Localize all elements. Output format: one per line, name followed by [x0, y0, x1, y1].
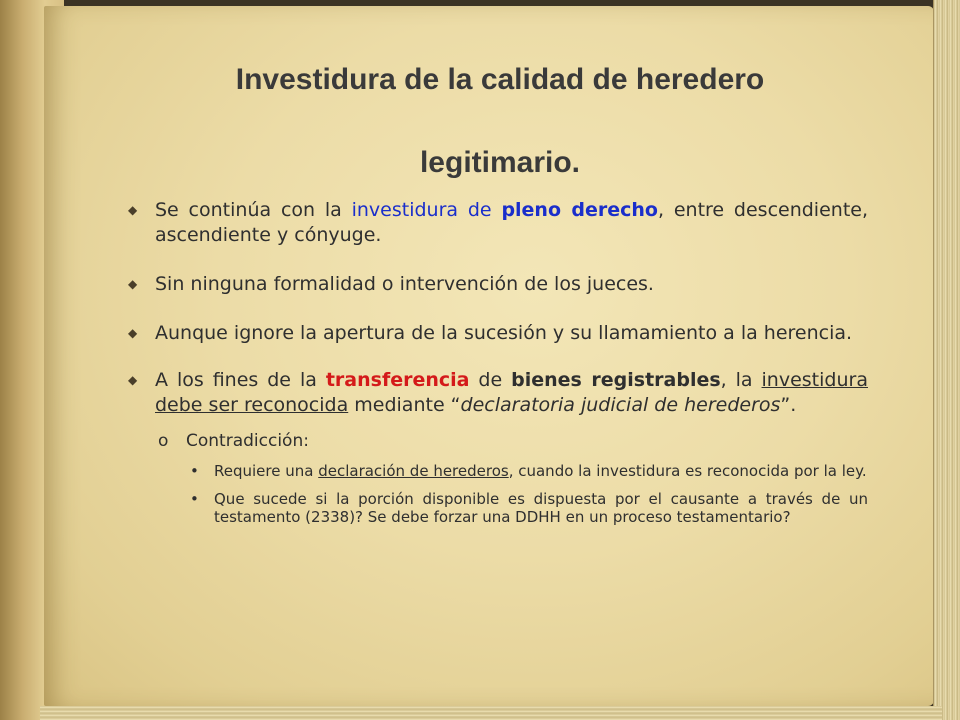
bullet-4-text-a: A los fines de la — [155, 369, 326, 391]
bullet-marker: ◆ — [128, 203, 138, 217]
bullet-2 — [128, 272, 868, 297]
slide-title — [120, 38, 880, 204]
sub-bullet-text: Contradicción: — [186, 431, 309, 451]
bullet-4-transferencia: transferencia — [325, 369, 470, 391]
sub-sub-bullet-2 — [128, 490, 868, 526]
sub-sub-bullet-marker: • — [190, 490, 199, 508]
sub-sub-bullet-2-text: Que sucede si la porción disponible es dispuesta por el causante a través de un testamento (2338)? Se debe forzar una DDHH en un proceso testamentario? — [214, 490, 868, 526]
bullet-4 — [128, 368, 868, 418]
bullet-4-text-c: , la — [720, 369, 762, 391]
bullet-3 — [128, 321, 868, 346]
slide-title-line-1: Investidura de la calidad de heredero — [235, 63, 765, 96]
bullet-1-investidura: investidura — [351, 199, 459, 221]
bullet-marker: ◆ — [128, 326, 138, 340]
sub-sub-bullet-1-text-b: , cuando la investidura es reconocida por la ley. — [508, 462, 867, 480]
bullet-1-text-a: Se continúa con la — [155, 199, 352, 221]
bullet-4-bienes-registrables: bienes registrables — [511, 369, 721, 391]
sub-sub-bullet-1-underlined: declaración de herederos — [318, 462, 509, 480]
bullet-1 — [128, 198, 868, 248]
page-edges-bottom — [40, 706, 942, 720]
bullet-4-underlined: investidura debe ser reconocida — [155, 369, 868, 416]
bullet-1-de: de — [458, 199, 502, 221]
slide-title-line-2: legitimario. — [419, 146, 581, 179]
bullet-4-text-b: de — [469, 369, 512, 391]
sub-bullet-marker: o — [158, 431, 169, 451]
sub-sub-bullet-1-text-a: Requiere una — [214, 462, 319, 480]
sub-sub-bullet-1 — [128, 462, 868, 480]
bullet-4-text-d: mediante “ — [348, 394, 461, 416]
bullet-marker: ◆ — [128, 277, 138, 291]
bullet-1-text-b: , entre descendiente, ascendiente y cónyuge. — [155, 199, 869, 246]
bullet-1-pleno-derecho: pleno derecho — [501, 199, 658, 221]
sub-sub-bullet-marker: • — [190, 462, 199, 480]
bullet-marker: ◆ — [128, 373, 138, 387]
bullet-4-text-e: ”. — [780, 394, 797, 416]
bullet-3-text: Aunque ignore la apertura de la sucesión y su llamamiento a la herencia. — [155, 322, 853, 344]
slide-content — [128, 198, 868, 536]
sub-bullet-contradiccion — [128, 430, 868, 452]
page-edges-right — [933, 0, 960, 720]
bullet-4-italic: declaratoria judicial de herederos — [460, 394, 781, 416]
bullet-2-text: Sin ninguna formalidad o intervención de los jueces. — [155, 273, 654, 295]
